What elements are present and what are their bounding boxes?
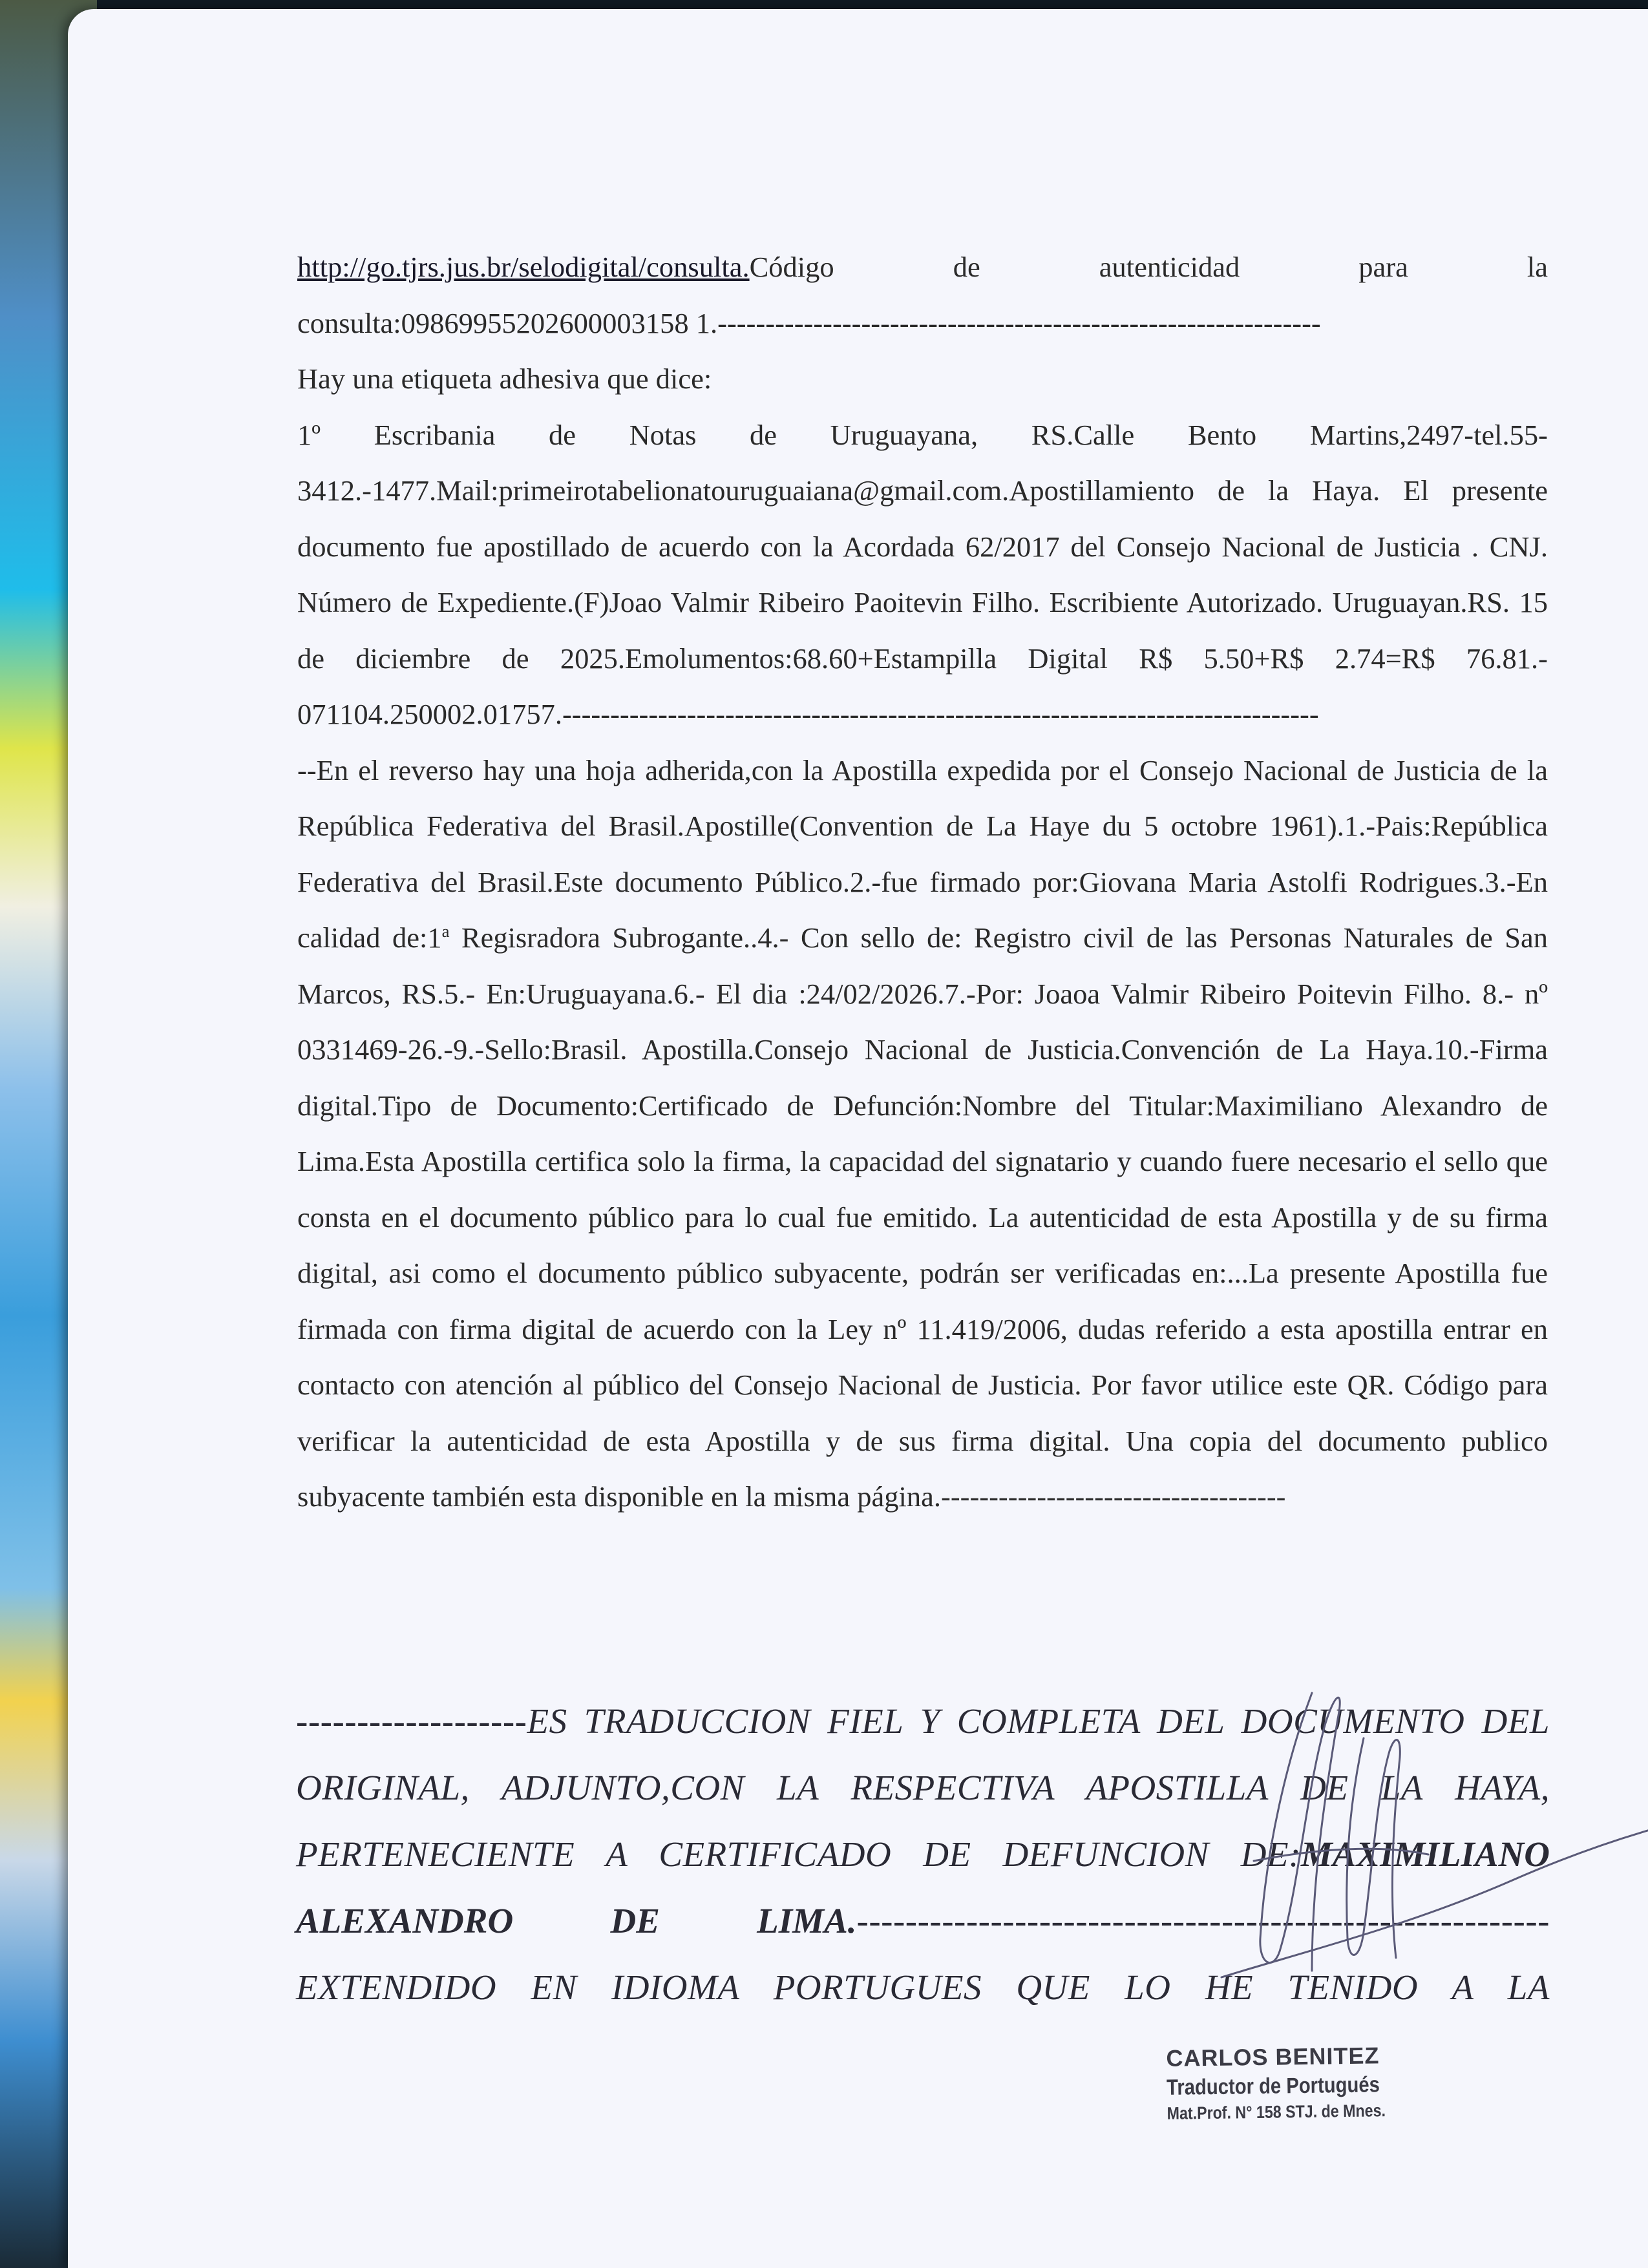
paragraph-escribania: 1º Escribania de Notas de Uruguayana, RS.Calle Bento Martins,2497-tel.55-3412.-1477.Mail:primeirotabelionatouruguaiana@gmail.com.Apostillamiento de la Haya. El presente documento fue apostillado de acuerdo con la Acordada 62/2017 del Consejo Nacional de Justicia . CNJ. Número de Expediente.(F)Joao Valmir Ribeiro Paoitevin Filho. Escribiente Autorizado. Uruguayan.RS. 15 de diciembre de 2025.Emolumentos:68.60+Estampilla Digital R$ 5.50+R$ 2.74=R$ 76.81.- [297, 418, 1548, 675]
label-line: Hay una etiqueta adhesiva que dice: [297, 362, 712, 395]
ordinal-superscript: a [441, 921, 450, 941]
line-url [297, 239, 1548, 295]
verification-link[interactable]: http://go.tjrs.jus.br/selodigital/consulta. [297, 251, 750, 283]
document-body [297, 239, 1548, 1525]
deceased-name: MAXIMILIANO ALEXANDRO DE LIMA. [296, 1834, 1550, 1940]
apostilla-text-b: Regisradora Subrogante..4.- Con sello de: Registro civil de las Personas Naturales de San Marcos, RS.5.- En:Uruguayana.6.- El dia :24/02/2026.7.-Por: Joaoa Valmir Ribeiro Poitevin Filho. 8.- nº 0331469-26.-9.-Sello:Brasil. Apostilla.Consejo Nacional de Justicia.Convención de La Haya.10.-Firma digital.Tipo de Documento:Certificado de Defunción:Nombre del Titular:Maximiliano Alexandro de Lima.Esta Apostilla certifica solo la firma, la capacidad del signatario y cuando fuere necesario el sello que consta en el documento público para lo cual fue emitido. La autenticidad de esta Apostilla y de su firma digital, asi como el documento público subyacente, podrán ser verificadas en:...La presente Apostilla fue firmada con firma digital de acuerdo con la Ley nº 11.419/2006, dudas referido a esta apostilla entrar en contacto con atención al público del Consejo Nacional de Justicia. Por favor utilice este QR. Código para verificar la autenticidad de esta Apostilla y de sus firma digital. Una copia del documento publico subyacente también esta disponible en la misma página.------------------------------------ [297, 921, 1548, 1513]
translator-stamp [1166, 2040, 1439, 2125]
paragraph-escribania-end: 071104.250002.01757.------------------------------------------------------------------------------- [297, 698, 1319, 730]
line1-rest-text: Código de autenticidad para la [749, 251, 1548, 283]
certification-text-b: ---------------------------------------------------------EXTENDIDO EN IDIOMA PORTUGUES QUE LO HE TENIDO A LA [296, 1901, 1550, 2007]
certification-text-a: -------------------ES TRADUCCION FIEL Y COMPLETA DEL DOCUMENTO DEL ORIGINAL, ADJUNTO,CON LA RESPECTIVA APOSTILLA DE LA HAYA, PERTENECIENTE A CERTIFICADO DE DEFUNCION DE: [296, 1701, 1550, 1874]
consulta-code-line: consulta:09869955202600003158 1.--------------------------------------------------------------- [297, 306, 1321, 339]
paragraph-apostilla [297, 742, 1548, 1525]
stamp-title: Traductor de Portugués [1166, 2072, 1380, 2100]
stamp-name: CARLOS BENITEZ [1166, 2042, 1380, 2072]
handwritten-signature [1215, 1667, 1648, 2003]
stamp-registration: Mat.Prof. N° 158 STJ. de Mnes. [1167, 2101, 1386, 2123]
apostilla-text-a: --En el reverso hay una hoja adherida,con la Apostilla expedida por el Consejo Nacional de Justicia de la República Federativa del Brasil.Apostille(Convention de La Haye du 5 octobre 1961).1.-Pais:República Federativa del Brasil.Este documento Público.2.-fue firmado por:Giovana Maria Astolfi Rodrigues.3.-En calidad de:1 [297, 753, 1548, 954]
